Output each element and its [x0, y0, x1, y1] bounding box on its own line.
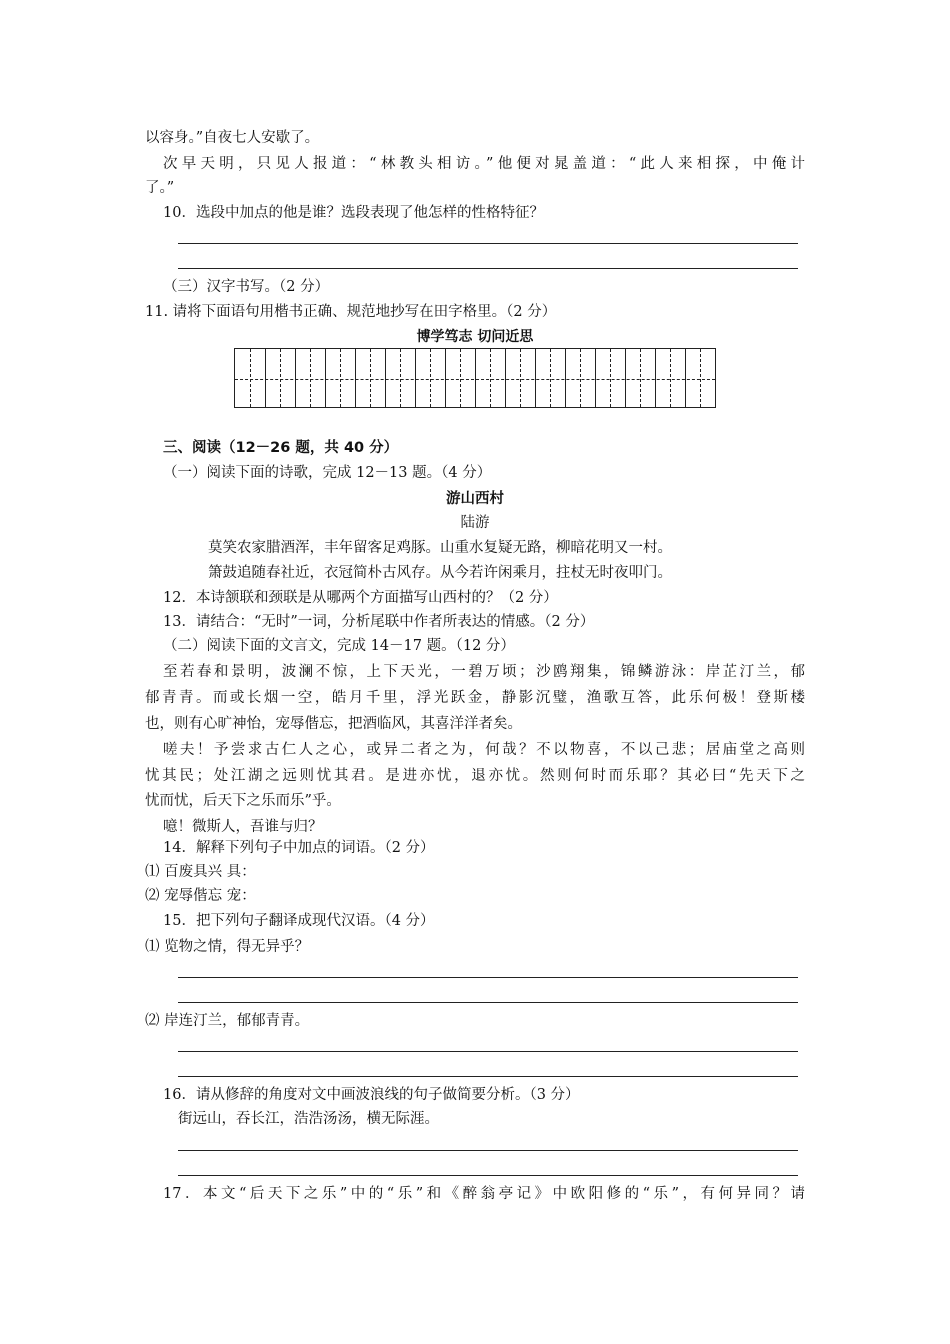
- answer-line: [178, 1051, 798, 1052]
- poem-title: 游山西村: [446, 491, 504, 507]
- question-15-2: ⑵ 岸连汀兰，郁郁青青。: [145, 1013, 310, 1029]
- line-3: 了。”: [145, 180, 175, 196]
- passage-line: 嗟夫！予尝求古仁人之心，或异二者之为，何哉？不以物喜，不以己悲；居庙堂之高则: [163, 742, 805, 758]
- subsection-classical: （二）阅读下面的文言文，完成 14－17 题。（12 分）: [163, 638, 515, 654]
- passage-line: 忧而忧，后天下之乐而乐”乎。: [145, 793, 341, 809]
- answer-line: [178, 1175, 798, 1176]
- question-10: 10．选段中加点的他是谁？选段表现了他怎样的性格特征？: [163, 205, 544, 221]
- passage-line: 噫！微斯人，吾谁与归？: [163, 819, 323, 835]
- answer-line: [178, 977, 798, 978]
- passage-line: 忧其民；处江湖之远则忧其君。是进亦忧，退亦忧。然则何时而乐耶？其必曰“先天下之: [145, 768, 805, 784]
- line-2: 次早天明，只见人报道：“林教头相访。”他便对晁盖道：“此人来相探，中俺计: [163, 156, 805, 172]
- answer-line: [178, 1150, 798, 1151]
- answer-line: [178, 1076, 798, 1077]
- answer-line: [178, 268, 798, 269]
- passage-line: 也，则有心旷神怡，宠辱偕忘，把酒临风，其喜洋洋者矣。: [145, 716, 522, 732]
- tianzige-grid: [234, 348, 716, 408]
- section-reading: 三、阅读（12－26 题，共 40 分）: [163, 440, 399, 456]
- poem-line-2: 箫鼓追随春社近，衣冠简朴古风存。从今若许闲乘月，拄杖无时夜叩门。: [208, 565, 672, 581]
- answer-line: [178, 243, 798, 244]
- answer-line: [178, 1002, 798, 1003]
- poem-author: 陆游: [460, 515, 490, 531]
- question-15: 15．把下列句子翻译成现代汉语。（4 分）: [163, 913, 435, 929]
- grid-title: 博学笃志 切问近思: [416, 329, 534, 345]
- question-16-sentence: 街远山，吞长江，浩浩汤汤，横无际涯。: [178, 1111, 439, 1127]
- question-14-1: ⑴ 百废具兴 具：: [145, 864, 256, 880]
- section-handwriting: （三）汉字书写。（2 分）: [163, 279, 330, 295]
- question-13: 13．请结合：“无时”一词，分析尾联中作者所表达的情感。（2 分）: [163, 614, 595, 630]
- passage-line: 至若春和景明，波澜不惊，上下天光，一碧万顷；沙鸥翔集，锦鳞游泳：岸芷汀兰，郁: [163, 664, 805, 680]
- question-11: 11. 请将下面语句用楷书正确、规范地抄写在田字格里。（2 分）: [145, 304, 557, 320]
- passage-line: 郁青青。而或长烟一空，皓月千里，浮光跃金，静影沉璧，渔歌互答，此乐何极！登斯楼: [145, 690, 805, 706]
- question-15-1: ⑴ 览物之情，得无异乎？: [145, 939, 310, 955]
- question-14: 14．解释下列句子中加点的词语。（2 分）: [163, 840, 435, 856]
- question-14-2: ⑵ 宠辱偕忘 宠：: [145, 888, 256, 904]
- line-1: 以容身。”自夜七人安歇了。: [145, 130, 320, 146]
- question-12: 12．本诗颔联和颈联是从哪两个方面描写山西村的？（2 分）: [163, 590, 558, 606]
- question-16: 16．请从修辞的角度对文中画波浪线的句子做简要分析。（3 分）: [163, 1087, 580, 1103]
- subsection-poem: （一）阅读下面的诗歌，完成 12－13 题。（4 分）: [163, 465, 492, 481]
- question-17: 17．本文“后天下之乐”中的“乐”和《醉翁亭记》中欧阳修的“乐”，有何异同？请: [163, 1186, 805, 1202]
- poem-line-1: 莫笑农家腊酒浑，丰年留客足鸡豚。山重水复疑无路，柳暗花明又一村。: [208, 540, 672, 556]
